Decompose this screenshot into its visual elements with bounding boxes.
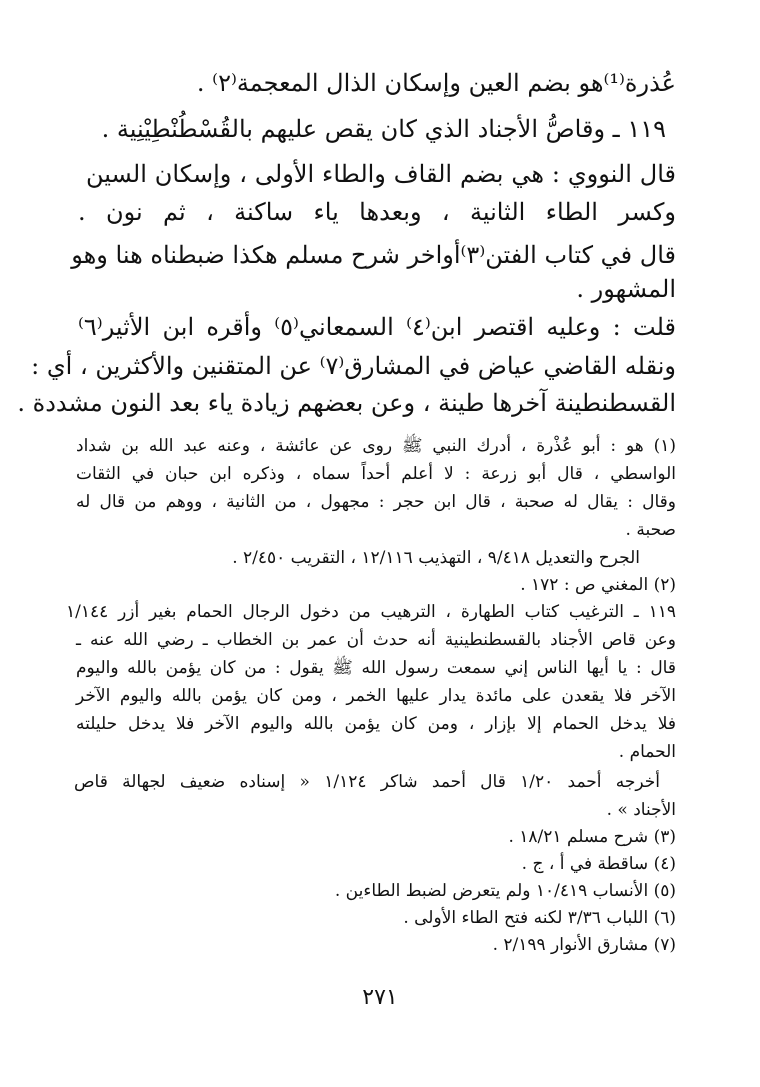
footnote-119-line-3: قال : يا أيها الناس إني سمعت رسول الله ﷺ يقول : من كان يؤمن بالله واليوم — [76, 658, 676, 678]
footnote-119-line-2: وعن قاص الأجناد بالقسطنطينية أنه حدث أن عمر بن الخطاب ـ رضي الله عنه ـ — [76, 630, 676, 650]
footnote-119-line-5: فلا يدخل الحمام إلا بإزار ، ومن كان يؤمن بالله واليوم الآخر فلا يدخل حليلته — [76, 714, 676, 734]
footnote-1-line-2: الواسطي ، قال أبو زرعة : لا أعلم أحداً سماه ، وذكره ابن حبان في الثقات — [76, 464, 676, 484]
footnote-4: (٤) ساقطة في أ ، ج . — [521, 854, 676, 874]
footnote-119-takhrij-line-2: الأجناد » . — [606, 800, 676, 820]
main-line-8: ونقله القاضي عياض في المشارق⁽٧⁾ عن المتقنين والأكثرين ، أي : — [31, 352, 676, 380]
footnote-119-line-1: ١١٩ ـ الترغيب كتاب الطهارة ، الترهيب من دخول الرجال الحمام بغير أزر ١/١٤٤ — [66, 602, 676, 622]
main-line-4: وكسر الطاء الثانية ، وبعدها ياء ساكنة ، ثم نون . — [78, 198, 676, 226]
footnote-119-line-6: الحمام . — [618, 742, 676, 762]
footnote-119-takhrij-line-1: أخرجه أحمد ١/٢٠ قال أحمد شاكر ١/١٢٤ « إسناده ضعيف لجهالة قاص — [74, 772, 661, 792]
footnote-7: (٧) مشارق الأنوار ٢/١٩٩ . — [492, 935, 676, 955]
main-line-7: قلت : وعليه اقتصر ابن⁽٤⁾ السمعاني⁽٥⁾ وأقره ابن الأثير⁽٦⁾ — [78, 313, 677, 341]
footnote-1-line-3: وقال : يقال له صحبة ، قال ابن حجر : مجهول ، من الثانية ، ووهم من قال له — [76, 492, 676, 512]
page-number: ٢٧١ — [362, 985, 398, 1010]
footnote-3: (٣) شرح مسلم ١٨/٢١ . — [508, 827, 676, 847]
main-line-1: عُذرة⁽¹⁾هو بضم العين وإسكان الذال المعجمة⁽٢⁾ . — [196, 69, 676, 97]
main-line-2: ١١٩ ـ وقاصُّ الأجناد الذي كان يقص عليهم بالقُسْطُنْطِيْنِية . — [101, 115, 666, 143]
footnote-1-line-4: صحبة . — [625, 520, 676, 540]
footnote-1-reference: الجرح والتعديل ٩/٤١٨ ، التهذيب ١٢/١١٦ ، التقريب ٢/٤٥٠ . — [232, 548, 640, 568]
footnote-6: (٦) اللباب ٣/٣٦ لكنه فتح الطاء الأولى . — [403, 908, 676, 928]
main-line-9: القسطنطينة آخرها طينة ، وعن بعضهم زيادة ياء بعد النون مشددة . — [17, 389, 676, 417]
main-line-5: قال في كتاب الفتن⁽٣⁾أواخر شرح مسلم هكذا ضبطناه هنا وهو — [71, 241, 676, 269]
main-line-3: قال النووي : هي بضم القاف والطاء الأولى ، وإسكان السين — [86, 160, 676, 188]
footnote-5: (٥) الأنساب ١٠/٤١٩ ولم يتعرض لضبط الطاءين . — [334, 881, 676, 901]
main-line-6: المشهور . — [576, 275, 676, 303]
footnote-2: (٢) المغني ص : ١٧٢ . — [520, 575, 676, 595]
footnote-119-line-4: الآخر فلا يقعدن على مائدة يدار عليها الخمر ، ومن كان يؤمن بالله واليوم الآخر — [76, 686, 676, 706]
footnote-1-line-1: (١) هو : أبو عُذْرة ، أدرك النبي ﷺ روى عن عائشة ، وعنه عبد الله بن شداد — [76, 436, 676, 456]
